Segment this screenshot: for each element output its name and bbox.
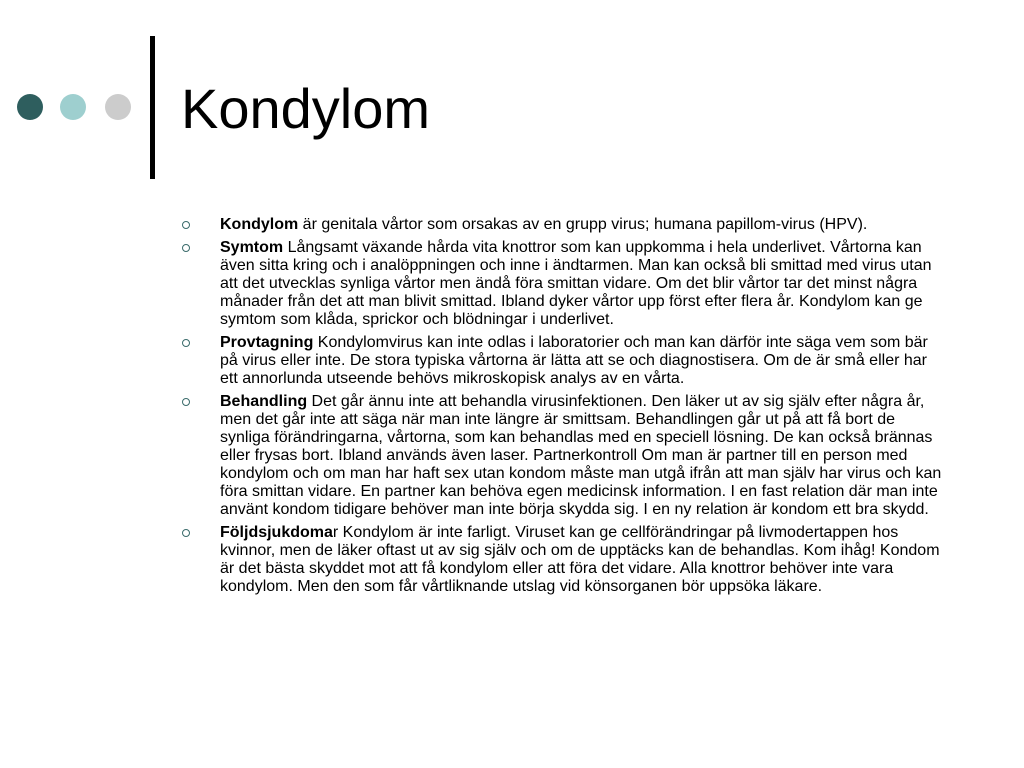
bullet-item-provtagning <box>182 334 947 388</box>
bullet-text: r Kondylom är inte farligt. Viruset kan ge cellförändringar på livmodertappen hos kvinnor, men de läker oftast ut av sig själv och om de upptäcks kan de behandlas. Kom ihåg! Kondom är det bästa skyddet mot att få kondylom eller att föra det vidare. Alla knottror behöver inte vara kondylom. Men den som får vårtliknande utslag vid könsorganen bör uppsöka läkare. <box>220 524 940 595</box>
light-teal-dot-icon <box>60 94 86 120</box>
bullet-lead: Behandling <box>220 393 308 410</box>
ring-bullet-icon <box>182 244 190 252</box>
bullet-list <box>182 216 947 601</box>
ring-bullet-icon <box>182 221 190 229</box>
bullet-item-symtom <box>182 239 947 329</box>
dark-teal-dot-icon <box>17 94 43 120</box>
bullet-text: är genitala vårtor som orsakas av en grupp virus; humana papillom-virus (HPV). <box>298 216 868 233</box>
bullet-lead: Kondylom <box>220 216 299 233</box>
bullet-text: Långsamt växande hårda vita knottror som kan uppkomma i hela underlivet. Vårtorna kan även sitta kring och i analöppningen och inne i ändtarmen. Man kan också bli smittad med virus utan att det utvecklas synliga vårtor men ändå föra smittan vidare. Om det blir vårtor tar det minst några månader från det att man blivit smittad. Ibland dyker vårtor upp först efter flera år. Kondylom kan ge symtom som klåda, sprickor och blödningar i underlivet. <box>220 239 932 328</box>
title-divider <box>150 36 155 179</box>
bullet-lead: Provtagning <box>220 334 314 351</box>
bullet-item-foljdsjukdomar <box>182 524 947 596</box>
slide-title: Kondylom <box>181 77 431 140</box>
gray-dot-icon <box>105 94 131 120</box>
ring-bullet-icon <box>182 529 190 537</box>
bullet-text: Det går ännu inte att behandla virusinfektionen. Den läker ut av sig själv efter några år, men det går inte att säga när man inte längre är smittsam. Behandlingen går ut på att få bort de synliga förändringarna, vårtorna, som kan behandlas med en speciell lösning. De kan också brännas eller frysas bort. Ibland används även laser. Partnerkontroll Om man är partner till en person med kondylom och om man har haft sex utan kondom måste man utgå ifrån att man själv har virus och kan föra smittan vidare. En partner kan behöva egen medicinsk information. I en fast relation där man inte använt kondom tidigare behöver man inte börja skydda sig. I en ny relation är kondom ett bra skydd. <box>220 393 942 518</box>
bullet-text: Kondylomvirus kan inte odlas i laboratorier och man kan därför inte säga vem som bär på virus eller inte. De stora typiska vårtorna är lätta att se och diagnostisera. Om de är små eller har ett annorlunda utseende behövs mikroskopisk analys av en vårta. <box>220 334 928 387</box>
ring-bullet-icon <box>182 339 190 347</box>
bullet-lead: Följdsjukdoma <box>220 524 333 541</box>
bullet-lead: Symtom <box>220 239 284 256</box>
bullet-item-behandling <box>182 393 947 519</box>
bullet-item-kondylom <box>182 216 947 234</box>
ring-bullet-icon <box>182 398 190 406</box>
